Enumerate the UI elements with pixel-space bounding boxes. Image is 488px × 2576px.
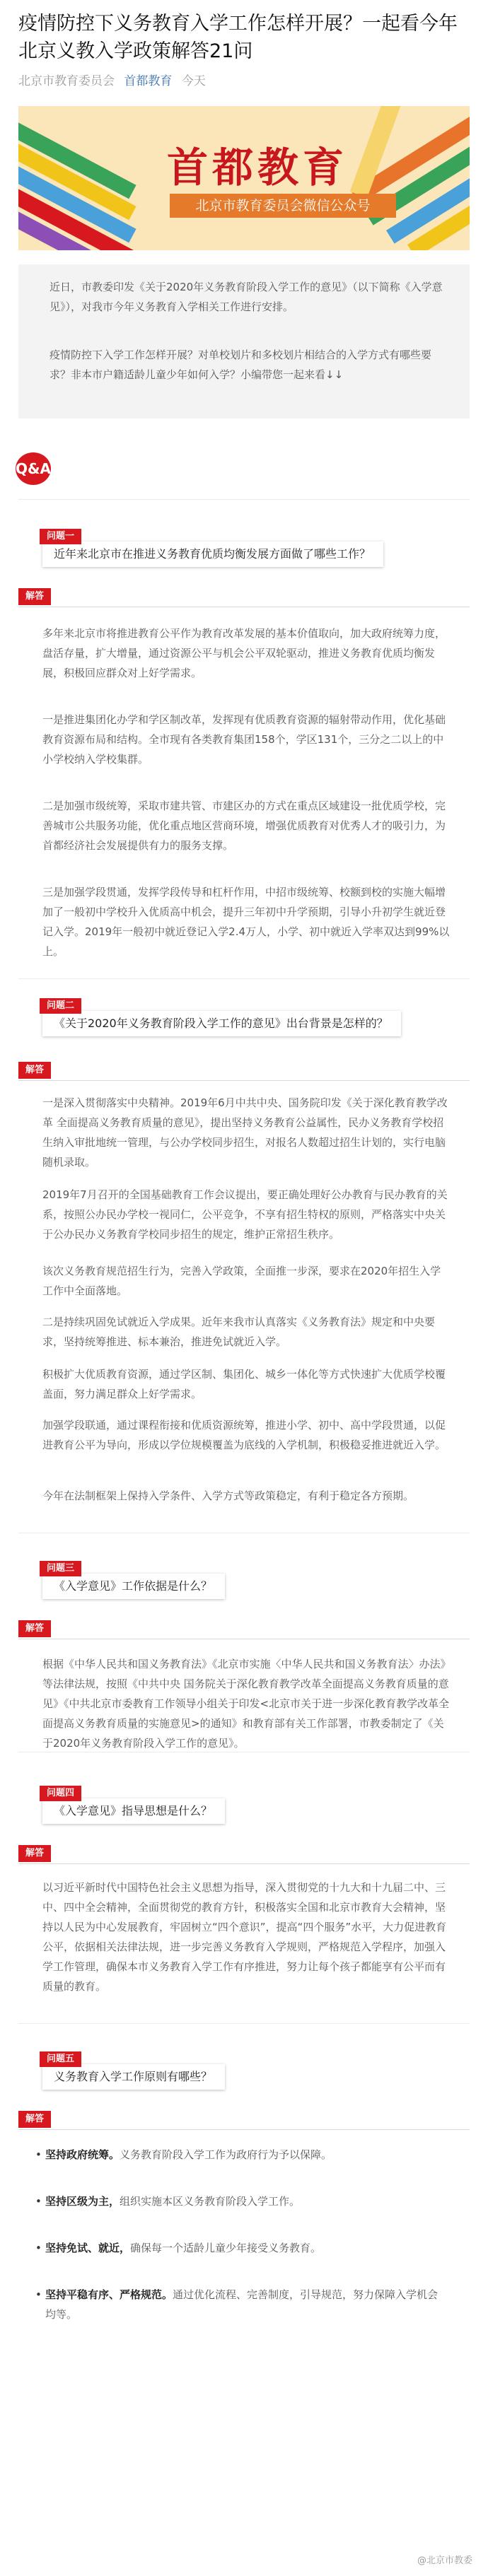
question-3-tag: 问题三 [40, 1561, 81, 1576]
intro-paragraph-2: 疫情防控下入学工作怎样开展？对单校划片和多校划片相结合的入学方式有哪些要求？非本市户籍适龄儿童少年如何入学？小编带您一起来看↓↓ [50, 349, 432, 381]
meta-source: 北京市教育委员会 [18, 74, 115, 88]
principle-body: 组织实施本区义务教育阶段入学工作。 [120, 2195, 301, 2208]
answer-5-label: 解答 [18, 2111, 51, 2128]
principle-item [35, 2191, 446, 2211]
question-3-card [42, 1563, 225, 1599]
answer-2-paragraph: 积极扩大优质教育资源，通过学区制、集团化、城乡一体化等方式快速扩大优质学校覆盖面，努力满足群众上好学需求。 [42, 1368, 446, 1400]
watermark: @北京市教委 [417, 2555, 472, 2566]
question-1-card [42, 531, 383, 567]
principle-item [35, 2238, 446, 2258]
answer-5-header [18, 2111, 470, 2130]
answer-1-paragraph: 二是加强市级统筹，采取市建共管、市建区办的方式在重点区域建设一批优质学校，完善城市公共服务功能，优化重点地区营商环境，增强优质教育对优秀人才的吸引力，为首都经济社会发展提供有力的服务支撑。 [42, 800, 446, 852]
question-2-text: 《关于2020年义务教育阶段入学工作的意见》出台背景是怎样的？ [54, 1017, 388, 1030]
answer-2-paragraph: 该次义务教育规范招生行为，完善入学政策，全面推一步深，要求在2020年招生入学工作中全面落地。 [42, 1265, 441, 1297]
banner-brand: 首都教育 [167, 144, 349, 192]
principle-heading: 坚持平稳有序、严格规范。 [45, 2288, 173, 2301]
answer-1-paragraph: 一是推进集团化办学和学区制改革，发挥现有优质教育资源的辐射带动作用，优化基础教育资源布局和结构。全市现有各类教育集团158个，学区131个，三分之二以上的中小学校纳入学校集群。 [42, 713, 446, 766]
question-2-tag: 问题二 [40, 998, 81, 1014]
question-5-text: 义务教育入学工作原则有哪些？ [54, 2070, 213, 2083]
article-meta [18, 71, 206, 88]
principle-heading: 坚持区级为主， [45, 2195, 120, 2208]
question-4-card [42, 1788, 225, 1824]
meta-account-link[interactable]: 首都教育 [124, 74, 173, 88]
question-1-text: 近年来北京市在推进义务教育优质均衡发展方面做了哪些工作？ [54, 547, 371, 561]
answer-2-paragraph: 2019年7月召开的全国基础教育工作会议提出，要正确处理好公办教育与民办教育的关系，按照公办民办学校一视同仁，公平竞争，不享有招生特权的原则，严格落实中央关于公办民办义务教育学校同步招生的规定，维护正常招生秩序。 [42, 1188, 448, 1241]
principle-body: 通过优化流程、完善制度，引导规范，努力保障入学机会均等。 [45, 2288, 438, 2321]
intro-paragraph-1: 近日，市教委印发《关于2020年义务教育阶段入学工作的意见》（以下简称《入学意见》），对我市今年义务教育入学相关工作进行安排。 [50, 281, 443, 313]
answer-3-label: 解答 [18, 1620, 51, 1637]
header-banner [18, 106, 470, 250]
question-4-tag: 问题四 [40, 1786, 81, 1801]
question-5-tag: 问题五 [40, 2051, 81, 2067]
answer-1-label: 解答 [18, 588, 51, 605]
principle-heading: 坚持免试、就近， [45, 2242, 131, 2254]
divider [18, 2023, 470, 2024]
principle-heading: 坚持政府统筹。 [45, 2148, 120, 2161]
question-1-tag: 问题一 [40, 529, 81, 544]
principle-body: 确保每一个适龄儿童少年接受义务教育。 [130, 2242, 322, 2254]
principle-item [35, 2145, 446, 2165]
bullet-icon: • [35, 2195, 42, 2208]
answer-4-paragraph: 以习近平新时代中国特色社会主义思想为指导，深入贯彻党的十九大和十九届二中、三中、四中全会精神，全面贯彻党的教育方针，积极落实全国和北京市教育大会精神，坚持以人民为中心发展教育，牢固树立“四个意识”，提高“四个服务”水平，大力促进教育公平，依据相关法律法规，进一步完善义务教育入学规则，严格规范入学程序，加强入学工作管理，确保本市义务教育入学工作有序推进，努力让每个孩子都能享有公平而有质量的教育。 [42, 1881, 447, 1993]
answer-3-header [18, 1620, 470, 1639]
answer-2-paragraph: 今年在法制框架上保持入学条件、入学方式等政策稳定，有利于稳定各方预期。 [42, 1489, 414, 1502]
principle-body: 义务教育阶段入学工作为政府行为予以保障。 [120, 2148, 332, 2161]
answer-4-header [18, 1845, 470, 1864]
answer-2-paragraph: 二是持续巩固免试就近入学成果。近年来我市认真落实《义务教育法》规定和中央要求，坚持统筹推进、标本兼治，推进免试就近入学。 [42, 1316, 436, 1348]
question-4-text: 《入学意见》指导思想是什么？ [54, 1804, 213, 1817]
divider [18, 499, 470, 500]
bullet-icon: • [35, 2148, 42, 2161]
answer-2-header [18, 1062, 470, 1081]
answer-1-paragraph: 三是加强学段贯通，发挥学段传导和杠杆作用，中招市级统筹、校额到校的实施大幅增加了一般初中学校升入优质高中机会，提升三年初中升学预期，引导小升初学生就近登记入学。2019年一般初中就近登记入学2.4万人，小学、初中就近入学率双达到99%以上。 [42, 886, 450, 958]
question-2-card [42, 1000, 401, 1036]
qa-icon: Q&A [16, 452, 51, 485]
answer-2-paragraph: 一是深入贯彻落实中央精神。2019年6月中共中央、国务院印发《关于深化教育教学改革 全面提高义务教育质量的意见》，提出坚持义务教育公益属性，民办义务教育学校招生纳入审批地统一管理，与公办学校同步招生，对报名人数超过招生计划的，实行电脑随机录取。 [42, 1096, 448, 1169]
article-title: 疫情防控下义务教育入学工作怎样开展？一起看今年北京义教入学政策解答21问 [18, 13, 458, 62]
question-5-card [42, 2054, 225, 2090]
answer-4-label: 解答 [18, 1845, 51, 1862]
question-3-text: 《入学意见》工作依据是什么？ [54, 1579, 213, 1593]
answer-2-paragraph: 加强学段联通，通过课程衔接和优质资源统筹，推进小学、初中、高中学段贯通，以促进教育公平为导向，形成以学位规模覆盖为底线的入学机制，积极稳妥推进就近入学。 [42, 1419, 446, 1451]
principle-item [35, 2285, 446, 2324]
answer-3-paragraph: 根据《中华人民共和国义务教育法》《北京市实施〈中华人民共和国义务教育法〉办法》等法律法规，按照《中共中央 国务院关于深化教育教学改革全面提高义务教育质量的意见》《中共北京市委教育工作领导小组关于印发<北京市关于进一步深化教育教学改革全面提高义务教育质量的实施意见>的通知》和教育部有关工作部署，市教委制定了《关于2020年义务教育阶段入学工作的意见》。 [42, 1658, 450, 1750]
meta-date: 今天 [181, 74, 206, 88]
answer-1-paragraph: 多年来北京市将推进教育公平作为教育改革发展的基本价值取向，加大政府统筹力度，盘活存量，扩大增量，通过资源公平与机会公平双轮驱动，推进义务教育优质均衡发展，积极回应群众对上好学需求。 [42, 627, 446, 679]
bullet-icon: • [35, 2288, 42, 2301]
divider [18, 978, 470, 979]
answer-2-label: 解答 [18, 1062, 51, 1079]
banner-subtitle: 北京市教育委员会微信公众号 [170, 194, 396, 218]
answer-1-header [18, 588, 470, 607]
bullet-icon: • [35, 2242, 42, 2254]
